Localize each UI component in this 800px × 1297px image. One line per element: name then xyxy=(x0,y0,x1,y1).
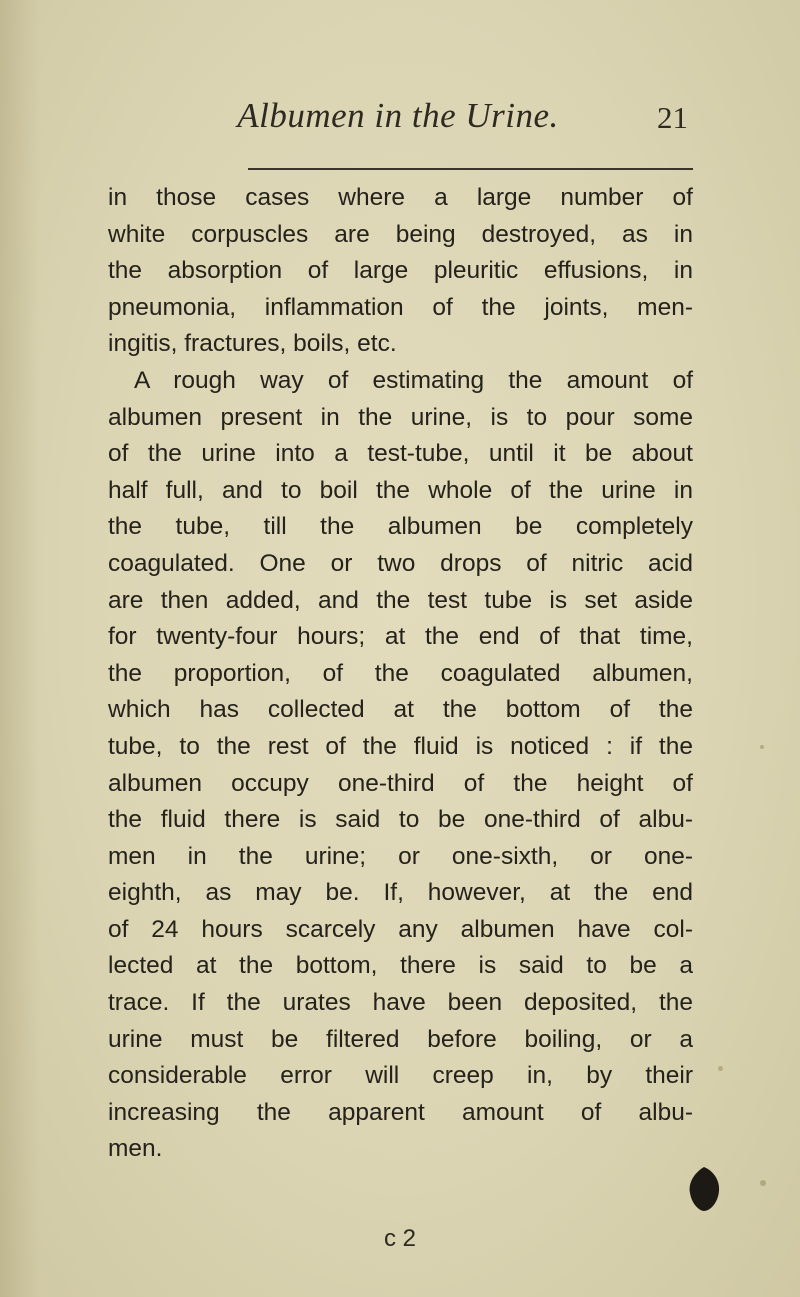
footer xyxy=(0,1225,800,1265)
text-line: for twenty-four hours; at the end of that time, xyxy=(108,623,693,651)
text-line: in those cases where a large number of xyxy=(108,184,693,211)
text-line: pneumonia, inflammation of the joints, men- xyxy=(108,293,693,321)
text-line: coagulated. One or two drops of nitric acid xyxy=(108,549,693,577)
text-line: half full, and to boil the whole of the urine in xyxy=(108,476,693,504)
text-line: the fluid there is said to be one-third of albu- xyxy=(108,806,693,834)
text-line: the absorption of large pleuritic effusions, in xyxy=(108,257,693,285)
page-edge-shadow xyxy=(0,0,40,1297)
text-line: trace. If the urates have been deposited, the xyxy=(108,989,693,1017)
ink-blot-mark xyxy=(686,1165,722,1213)
text-line: are then added, and the test tube is set aside xyxy=(108,586,693,614)
text-line: which has collected at the bottom of the xyxy=(108,696,693,724)
paper-stain xyxy=(760,1180,766,1186)
text-line: eighth, as may be. If, however, at the end xyxy=(108,879,693,907)
text-line: of 24 hours scarcely any albumen have col- xyxy=(108,915,693,943)
header-rule xyxy=(248,168,693,170)
body-text xyxy=(108,180,693,1168)
paper-stain xyxy=(718,1066,723,1071)
text-line: A rough way of estimating the amount of xyxy=(134,366,693,394)
page-header xyxy=(108,96,688,146)
text-line: the tube, till the albumen be completely xyxy=(108,513,693,541)
text-line: urine must be filtered before boiling, or a xyxy=(108,1025,693,1053)
text-line: albumen occupy one-third of the height of xyxy=(108,769,693,797)
text-line: increasing the apparent amount of albu- xyxy=(108,1098,693,1126)
text-line: lected at the bottom, there is said to be a xyxy=(108,952,693,980)
text-line: men. xyxy=(108,1135,163,1163)
text-line: considerable error will creep in, by their xyxy=(108,1062,693,1090)
text-line: the proportion, of the coagulated albumen, xyxy=(108,659,693,687)
page-number: 21 xyxy=(657,100,688,135)
paper-stain xyxy=(760,745,764,749)
text-line: tube, to the rest of the fluid is noticed : if the xyxy=(108,732,693,760)
text-line: men in the urine; or one-sixth, or one- xyxy=(108,842,693,870)
text-line: of the urine into a test-tube, until it be about xyxy=(108,440,693,468)
signature-mark: c 2 xyxy=(383,1225,416,1252)
text-line: ingitis, fractures, boils, etc. xyxy=(108,330,397,358)
text-line: albumen present in the urine, is to pour some xyxy=(108,403,693,431)
running-title: Albumen in the Urine. xyxy=(237,96,559,135)
text-line: white corpuscles are being destroyed, as in xyxy=(108,220,693,248)
